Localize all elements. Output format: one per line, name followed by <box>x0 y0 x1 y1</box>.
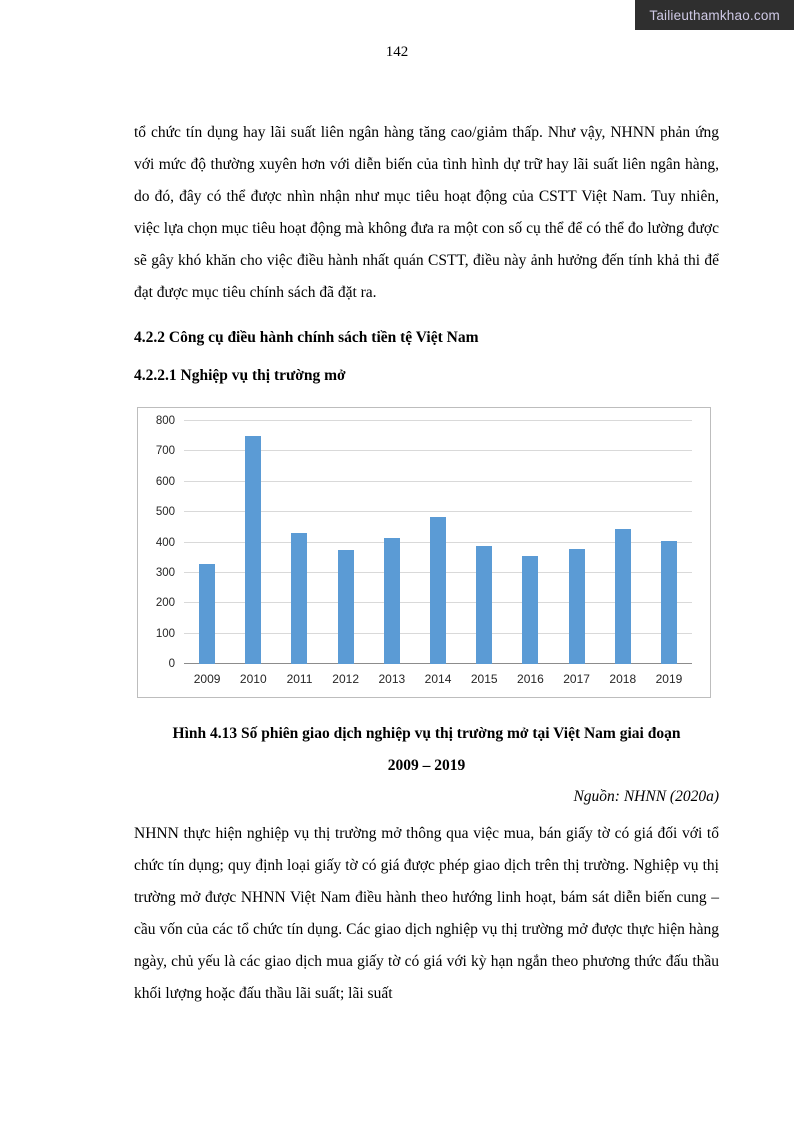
x-tick-label: 2014 <box>424 672 452 686</box>
bar-chart-figure <box>137 407 711 698</box>
axis-corner <box>148 664 184 692</box>
section-heading: 4.2.2 Công cụ điều hành chính sách tiền tệ Việt Nam <box>134 329 479 346</box>
page-number: 142 <box>385 44 409 60</box>
bar-2011 <box>291 533 307 664</box>
bar-slot <box>554 421 600 664</box>
watermark <box>635 0 794 30</box>
bar-2014 <box>430 517 446 664</box>
paragraph-2: NHNN thực hiện nghiệp vụ thị trường mở thông qua việc mua, bán giấy tờ có giá đối với tổ chức tín dụng; quy định loại giấy tờ có giá được phép giao dịch trên thị trường. Nghiệp vụ thị trường mở được NHNN Việt Nam điều hành theo hướng linh hoạt, bám sát diễn biến cung – cầu vốn của các tổ chức tín dụng. Các giao dịch nghiệp vụ thị trường mở được thực hiện hàng ngày, chủ yếu là các giao dịch mua giấy tờ có giá với kỳ hạn ngắn theo phương thức đấu thầu khối lượng hoặc đấu thầu lãi suất; lãi suất <box>134 825 719 1002</box>
x-tick-label: 2017 <box>563 672 590 686</box>
bar-slot <box>507 421 553 664</box>
bar-slot <box>369 421 415 664</box>
x-tick-label: 2011 <box>286 672 313 686</box>
bar-2019 <box>661 541 677 664</box>
y-tick-label: 400 <box>155 536 175 549</box>
bar-slot <box>276 421 322 664</box>
bars-row <box>184 421 692 664</box>
subsection-heading: 4.2.2.1 Nghiệp vụ thị trường mở <box>134 367 346 384</box>
bar-slot <box>184 421 230 664</box>
bar-2010 <box>245 436 261 664</box>
y-tick-label: 600 <box>155 475 175 488</box>
x-tick-label: 2016 <box>517 672 544 686</box>
bar-slot <box>600 421 646 664</box>
bar-2017 <box>569 549 585 664</box>
bar-2018 <box>615 529 631 664</box>
bar-slot <box>646 421 692 664</box>
plot-area <box>184 421 692 664</box>
watermark-text: Tailieuthamkhao.com <box>649 7 780 23</box>
y-tick-label: 300 <box>155 566 175 579</box>
paragraph-1: tổ chức tín dụng hay lãi suất liên ngân hàng tăng cao/giảm thấp. Như vậy, NHNN phản ứng với mức độ thường xuyên hơn với diễn biến của tình hình dự trữ hay lãi suất liên ngân hàng, do đó, đây có thể được nhìn nhận như mục tiêu hoạt động của CSTT Việt Nam. Tuy nhiên, việc lựa chọn mục tiêu hoạt động mà không đưa ra một con số cụ thể để có thể đo lường được sẽ gây khó khăn cho việc điều hành nhất quán CSTT, điều này ảnh hưởng đến tính khả thi để đạt được mục tiêu chính sách đã đặt ra. <box>134 124 719 301</box>
bar-2015 <box>476 546 492 664</box>
figure-caption <box>134 718 719 782</box>
y-tick-label: 700 <box>155 445 175 458</box>
y-tick-label: 100 <box>155 627 175 640</box>
bar-slot <box>323 421 369 664</box>
figure-caption-line1: Hình 4.13 Số phiên giao dịch nghiệp vụ thị trường mở tại Việt Nam giai đoạn <box>172 725 681 742</box>
source-note: Nguồn: NHNN (2020a) <box>573 788 719 805</box>
y-tick-label: 200 <box>155 597 175 610</box>
bar-slot <box>415 421 461 664</box>
x-tick-label: 2015 <box>470 672 498 686</box>
bar-2016 <box>522 556 538 664</box>
x-tick-label: 2012 <box>332 672 359 686</box>
bar-2009 <box>199 564 215 664</box>
x-tick-label: 2019 <box>655 672 683 686</box>
x-axis <box>184 664 692 692</box>
bar-slot <box>230 421 276 664</box>
y-tick-label: 500 <box>155 506 175 519</box>
x-tick-label: 2009 <box>193 672 221 686</box>
x-tick-label: 2018 <box>609 672 637 686</box>
bar-2012 <box>338 550 354 664</box>
bar-2013 <box>384 538 400 664</box>
figure-caption-line2: 2009 – 2019 <box>387 757 466 774</box>
chart-grid <box>148 415 692 692</box>
y-tick-label: 800 <box>155 415 175 427</box>
x-tick-label: 2010 <box>239 672 267 686</box>
y-axis <box>148 415 184 670</box>
bar-slot <box>461 421 507 664</box>
x-tick-label: 2013 <box>378 672 406 686</box>
y-tick-label: 0 <box>168 658 175 670</box>
